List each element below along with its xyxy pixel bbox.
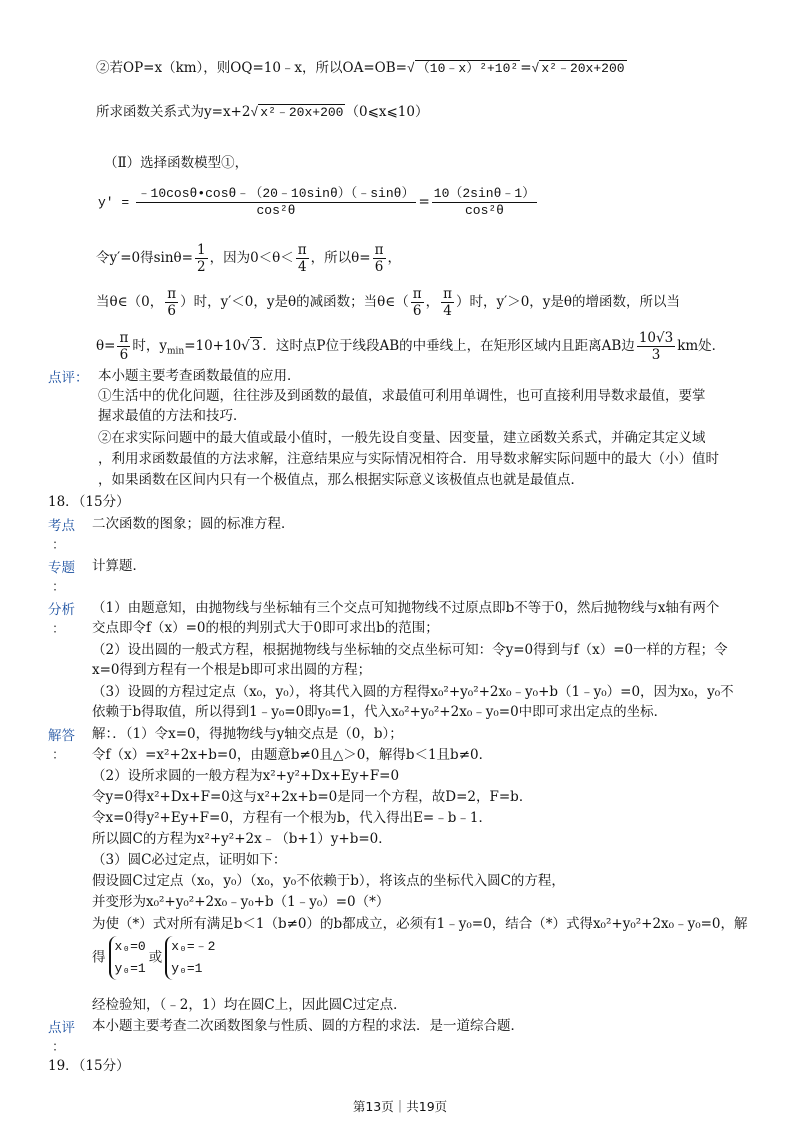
jieda-line7: （3）圆C必过定点，证明如下： xyxy=(92,852,287,868)
fenxi-line5: （3）设圆的方程过定点（x₀，y₀），将其代入圆的方程得x₀²+y₀²+2x₀﹣y₀+b（1﹣y₀）=0，因为x₀，y₀不 xyxy=(92,684,734,700)
fenxi-line2: 交点即令f（x）=0的根的判别式大于0即可求出b的范围； xyxy=(92,620,439,636)
fenxi-line3: （2）设出圆的一般式方程，根据抛物线与坐标轴的交点坐标可知：令y=0得到与f（x）=0一样的方程；令 xyxy=(92,642,728,658)
line-part2: （Ⅱ）选择函数模型①， xyxy=(104,155,249,171)
line-function: 所求函数关系式为y=x+2√ x²﹣20x+200 （0⩽x⩽10） xyxy=(96,104,429,120)
jieda-line6: 所以圆C的方程为x²+y²+2x﹣（b+1）y+b=0． xyxy=(92,831,392,847)
fenxi-colon: ： xyxy=(52,622,66,637)
dianping2-text: 本小题主要考查二次函数图象与性质、圆的方程的求法．是一道综合题． xyxy=(92,1018,524,1034)
jieda-line11: 经检验知，（﹣2，1）均在圆C上，因此圆C过定点． xyxy=(92,997,407,1013)
equation-system: 得x₀=0 y₀=1或x₀=﹣2 y₀=1 xyxy=(92,936,218,980)
line-minimum: θ= $\frac{\pi}{6}$ 时，$y_{min}=10+10√$ 3 ．这时点P位于线段AB的中垂线上，在矩形区域内且距离AB边 $\frac{10√3}{3}$ km处． xyxy=(96,330,726,363)
jieda-colon: ： xyxy=(52,748,66,763)
label-jieda: 解答 xyxy=(48,728,75,744)
jieda-line8: 假设圆C过定点（x₀，y₀）（x₀，y₀不依赖于b），将该点的坐标代入圆C的方程， xyxy=(92,873,565,889)
line-op: ②若OP=x（km），则OQ=10﹣x，所以OA=OB=√ （10﹣x）²+10² =√ x²﹣20x+200 xyxy=(96,60,625,76)
dianping1-line2: ①生活中的优化问题，往往涉及到函数的最值，求最值可利用单调性，也可直接利用导数求最值，要掌 xyxy=(98,388,706,404)
line-monotonic: 当θ∈（0， $\frac{\pi}{6}$ ）时，y′＜0，y是θ的减函数；当θ∈（ $\frac{\pi}{6}$ ， $\frac{\pi}{4}$ ）时，y′＞0，y是θ的增函数，所以当 xyxy=(96,286,681,319)
jieda-line3: （2）设所求圆的一般方程为x²+y²+Dx+Ey+F=0 xyxy=(92,768,400,784)
dianping1-line6: ，如果函数在区间内只有一个极值点，那么根据实际意义该极值点也就是最值点． xyxy=(98,472,584,488)
label-dianping-2: 点评 xyxy=(48,1020,75,1036)
page-footer: 第13页｜共19页 xyxy=(352,1099,448,1114)
dianping1-line3: 握求最值的方法和技巧． xyxy=(98,408,247,424)
jieda-line1: 解：．（1）令x=0，得抛物线与y轴交点是（0，b）； xyxy=(92,726,403,742)
jieda-line5: 令x=0得y²+Ey+F=0，方程有一个根为b，代入得出E=﹣b﹣1． xyxy=(92,810,492,826)
label-kaodian: 考点 xyxy=(48,518,75,534)
jieda-line10: 为使（*）式对所有满足b＜1（b≠0）的b都成立，必须有1﹣y₀=0，结合（*）式得x₀²+y₀²+2x₀﹣y₀=0，解 xyxy=(92,916,748,932)
system-1: x₀=0 y₀=1 xyxy=(109,936,146,980)
kaodian-text: 二次函数的图象；圆的标准方程． xyxy=(92,516,295,532)
line-let-zero: 令y′=0得sinθ= $\frac{1}{2}$ ，因为0＜θ＜ $\frac{\pi}{4}$ ，所以θ= $\frac{\pi}{6}$ ， xyxy=(96,242,401,275)
dianping2-colon: ： xyxy=(52,1040,66,1055)
label-dianping: 点评： xyxy=(48,370,89,386)
zhuanti-colon: ： xyxy=(52,580,66,595)
kaodian-colon: ： xyxy=(52,538,66,553)
jieda-line2: 令f（x）=x²+2x+b=0，由题意b≠0且△＞0，解得b＜1且b≠0． xyxy=(92,747,493,763)
jieda-line9: 并变形为x₀²+y₀²+2x₀﹣y₀+b（1﹣y₀）=0（*） xyxy=(92,894,390,910)
dianping1-line5: ，利用求函数最值的方法求解，注意结果应与实际情况相符合．用导数求解实际问题中的最大（小）值时 xyxy=(98,451,719,467)
system-2: x₀=﹣2 y₀=1 xyxy=(165,936,215,980)
fenxi-line1: （1）由题意知，由抛物线与坐标轴有三个交点可知抛物线不过原点即b不等于0，然后抛物线与x轴有两个 xyxy=(92,600,720,616)
dianping1-line1: 本小题主要考查函数最值的应用． xyxy=(98,368,301,384)
zhuanti-text: 计算题． xyxy=(92,558,146,574)
jieda-line4: 令y=0得x²+Dx+F=0这与x²+2x+b=0是同一个方程，故D=2，F=b． xyxy=(92,789,533,805)
derivative-formula: y′ = $\frac{﹣10\cos\theta•\cos\theta﹣(20﹣10\sin\theta)(﹣\sin\theta)}{\text{cos²θ}}$ = $\frac{10(2\sin\theta﹣1)}{\text{cos²θ}}$ xyxy=(98,186,536,218)
label-fenxi: 分析 xyxy=(48,602,75,618)
question-19-header: 19．（15分） xyxy=(48,1058,130,1074)
fenxi-line6: 依赖于b得取值，所以得到1﹣y₀=0即y₀=1，代入x₀²+y₀²+2x₀﹣y₀=0中即可求出定点的坐标． xyxy=(92,704,668,720)
fenxi-line4: x=0得到方程有一个根是b即可求出圆的方程； xyxy=(92,662,372,678)
dianping1-line4: ②在求实际问题中的最大值或最小值时，一般先设自变量、因变量，建立函数关系式，并确定其定义域 xyxy=(98,430,706,446)
question-18-header: 18．（15分） xyxy=(48,494,130,510)
label-zhuanti: 专题 xyxy=(48,560,75,576)
